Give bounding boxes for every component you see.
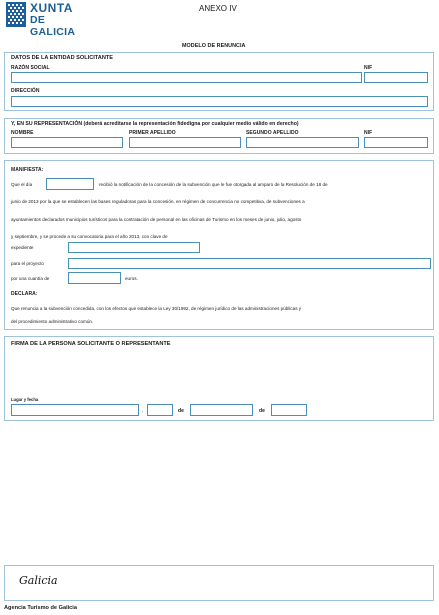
declara-line1: Que renuncia a la subvención concedida, con los efectos que establece la Ley 30/1992, de régimen jurídico de las administraciones públicas y (11, 306, 302, 311)
entity-nif-label: NIF (364, 65, 373, 71)
dia-field[interactable] (147, 404, 173, 416)
cuantia-label: por una cuantía de (11, 276, 50, 281)
xunta-logo (6, 1, 86, 38)
euros-label: euros. (125, 276, 138, 281)
de-label-2: de (259, 408, 265, 414)
logo-line1: XUNTA (30, 1, 73, 15)
lugar-fecha-label: Lugar y fecha (11, 397, 39, 402)
signature-section (4, 336, 434, 421)
primer-apellido-label: PRIMER APELLIDO (129, 130, 176, 136)
representation-heading: Y, EN SU REPRESENTACIÓN (deberá acreditarse la representación fidedigna por cualquier medio válido en derecho) (11, 121, 299, 127)
razon-social-field[interactable] (11, 72, 362, 83)
manifiesta-line3: ayuntamientos declarados municipios turísticos para la contratación de personal en las oficinas de Turismo en los meses de junio, julio, agosto (11, 217, 302, 222)
anio-field[interactable] (271, 404, 307, 416)
que-el-dia-text: Que el día (11, 182, 33, 187)
manifiesta-heading: MANIFIESTA: (11, 167, 44, 173)
manifiesta-section (4, 160, 434, 330)
direccion-label: DIRECCIÓN (11, 88, 40, 94)
logo-line2: DE GALICIA (30, 14, 76, 38)
mes-field[interactable] (190, 404, 253, 416)
nombre-field[interactable] (11, 137, 123, 148)
manifiesta-line4: y septiembre, y se procede a su convocatoria para el año 2013, con clave de (11, 234, 168, 239)
entity-section (4, 52, 434, 111)
de-label-1: de (178, 408, 184, 414)
declara-line2: del procedimiento administrativo común. (11, 319, 94, 324)
nombre-label: NOMBRE (11, 130, 34, 136)
form-title: MODELO DE RENUNCIA (182, 43, 246, 49)
comma-separator: , (142, 408, 144, 413)
direccion-field[interactable] (11, 96, 428, 107)
proyecto-label: para el proyecto (11, 261, 44, 266)
entity-nif-field[interactable] (364, 72, 428, 83)
signature-heading: FIRMA DE LA PERSONA SOLICITANTE O REPRESENTANTE (11, 341, 171, 347)
primer-apellido-field[interactable] (129, 137, 241, 148)
razon-social-label: RAZÓN SOCIAL (11, 65, 50, 71)
expediente-label: expediente (11, 245, 34, 250)
expediente-field[interactable] (68, 242, 200, 253)
galicia-footer-logo: Galicia (19, 574, 58, 587)
proyecto-field[interactable] (68, 258, 431, 269)
annex-label: ANEXO IV (199, 4, 237, 13)
declara-heading: DECLARA: (11, 291, 38, 297)
segundo-apellido-label: SEGUNDO APELLIDO (246, 130, 299, 136)
representation-section (4, 118, 434, 154)
rep-nif-label: NIF (364, 130, 373, 136)
cuantia-field[interactable] (68, 272, 121, 284)
rep-nif-field[interactable] (364, 137, 428, 148)
footer-logo-box (4, 565, 434, 601)
manifiesta-line1: recibió la notificación de la concesión de la subvención que le fue otorgada al amparo de la Resolución de 18 de (99, 182, 328, 187)
manifiesta-line2: junio de 2013 por la que se establecen las bases reguladoras para la concesión, en régimen de concurrencia no competitiva, de subvenciones a (11, 199, 305, 204)
galicia-crest-icon (6, 2, 26, 27)
lugar-field[interactable] (11, 404, 139, 416)
segundo-apellido-field[interactable] (246, 137, 359, 148)
fecha-notificacion-field[interactable] (46, 178, 94, 190)
entity-heading: DATOS DE LA ENTIDAD SOLICITANTE (11, 55, 114, 61)
agency-name: Agencia Turismo de Galicia (4, 605, 77, 611)
